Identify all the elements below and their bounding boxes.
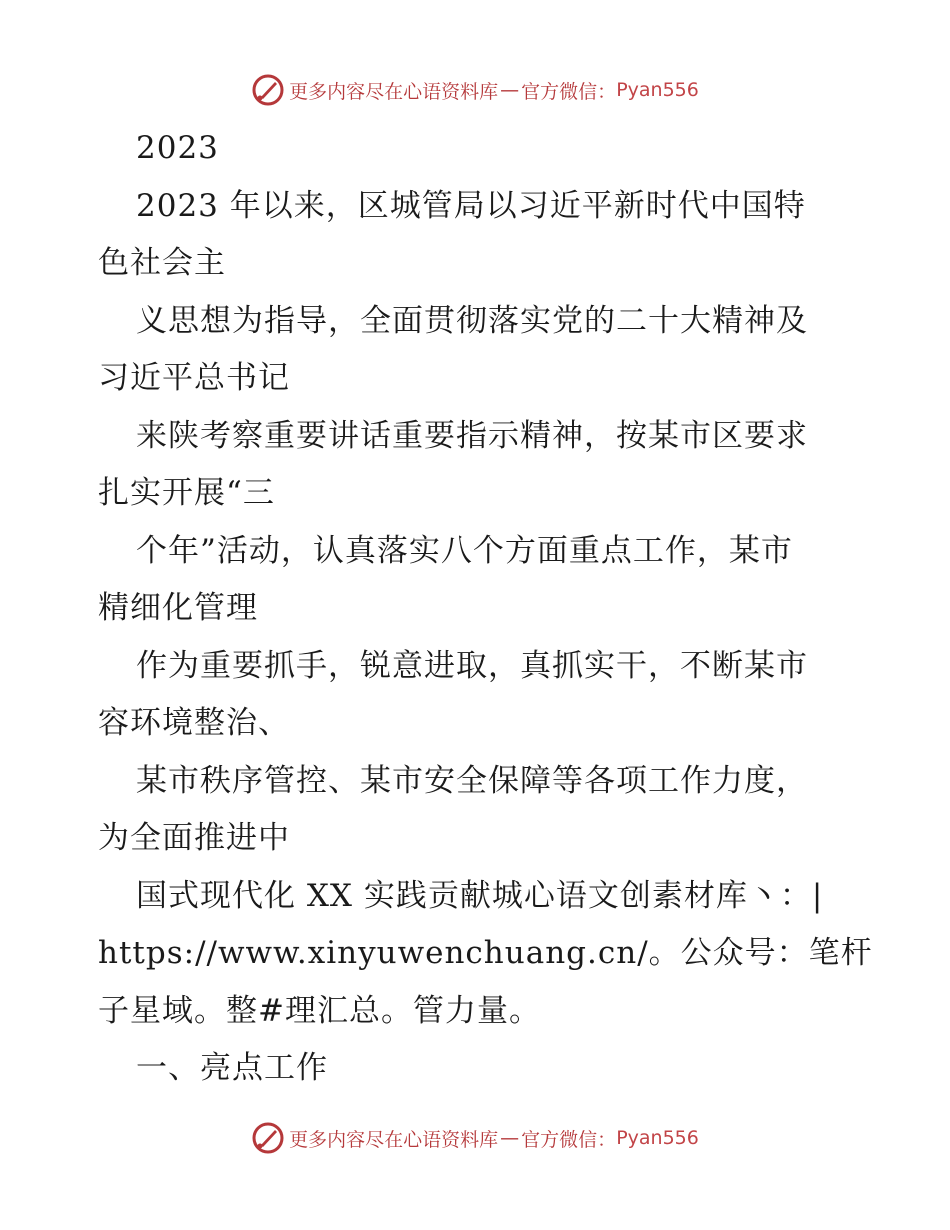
brand-logo-icon [251, 1121, 285, 1155]
watermark-handle: Pyan556 [616, 79, 699, 101]
text-line: 习近平总书记 [98, 360, 290, 396]
watermark-label: 官方微信： [521, 1128, 617, 1151]
text-line: 个年”活动，认真落实八个方面重点工作，某市 [136, 532, 793, 569]
text-line: 为全面推进中 [98, 820, 290, 856]
text-line: 容环境整治、 [98, 705, 290, 741]
text-line: 色社会主 [98, 245, 226, 281]
watermark-brand: 更多内容尽在心语资料库 [289, 1128, 499, 1151]
header-watermark [0, 70, 950, 110]
text-line: 作为重要抓手，锐意进取，真抓实干，不断某市 [136, 647, 808, 684]
watermark-handle: Pyan556 [616, 1127, 699, 1149]
section-heading: 一、亮点工作 [136, 1050, 328, 1086]
document-body [98, 120, 873, 1098]
text-line: 2023 [136, 130, 219, 166]
watermark-brand: 更多内容尽在心语资料库 [289, 80, 499, 103]
text-line: 扎实开展“三 [98, 475, 275, 511]
text-line: https://www.xinyuwenchuang.cn/。公众号：笔杆 [98, 935, 873, 971]
text-line: 某市秩序管控、某市安全保障等各项工作力度， [136, 762, 808, 799]
brand-logo-icon [251, 73, 285, 107]
text-line: 2023 年以来，区城管局以习近平新时代中国特 [136, 187, 806, 224]
footer-watermark [0, 1118, 950, 1158]
watermark-separator: — [500, 1127, 520, 1149]
text-line: 来陕考察重要讲话重要指示精神，按某市区要求 [136, 417, 808, 454]
text-line: 国式现代化 XX 实践贡献城心语文创素材库丶：| [136, 877, 824, 914]
watermark-label: 官方微信： [521, 80, 617, 103]
text-line: 子星域。整#理汇总。管力量。 [98, 992, 541, 1029]
text-line: 精细化管理 [98, 590, 258, 626]
watermark-separator: — [500, 79, 520, 101]
text-line: 义思想为指导，全面贯彻落实党的二十大精神及 [136, 302, 808, 339]
